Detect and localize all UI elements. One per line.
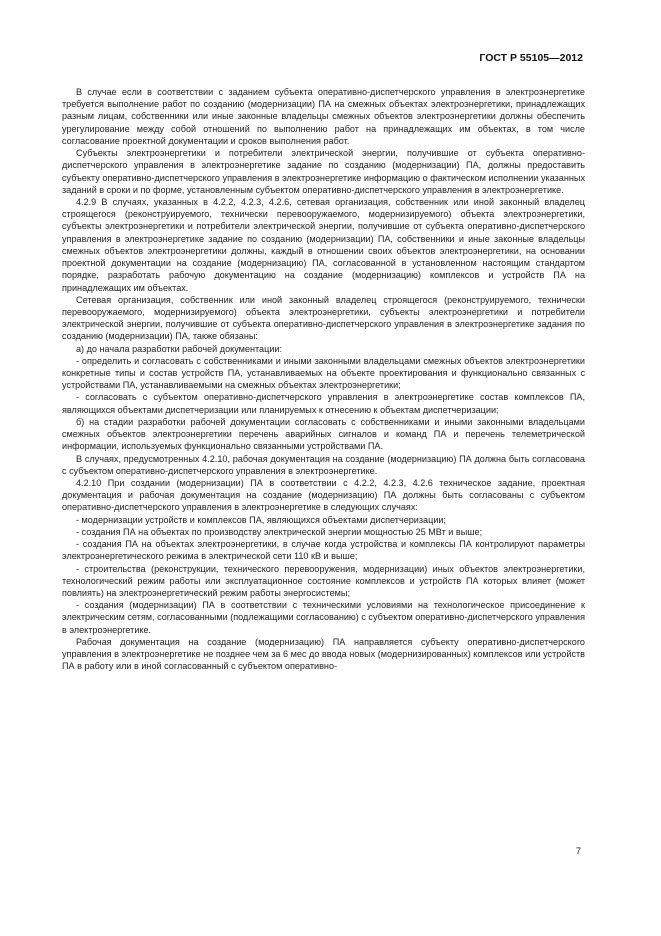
paragraph: 4.2.10 При создании (модернизации) ПА в соответствии с 4.2.2, 4.2.3, 4.2.6 техническое задание, проектная документация и рабочая документация на создание (модернизацию) ПА должны быть согласованы с субъектом оперативно-диспетчерского управления в электроэнергетике в следующих случаях: <box>62 478 585 513</box>
paragraph: Рабочая документация на создание (модернизацию) ПА направляется субъекту оперативно-диспетчерского управления в электроэнергетике не позднее чем за 6 мес до ввода новых (модернизированных) комплексов или устройств ПА в работу или в иной согласованный с субъектом оперативно- <box>62 636 585 672</box>
document-body <box>62 86 585 673</box>
list-item: - создания ПА на объектах электроэнергетики, в случае когда устройства и комплексы ПА контролируют параметры электроэнергетического режима в электрической сети 110 кВ и выше; <box>62 539 585 562</box>
document-id-header: ГОСТ Р 55105—2012 <box>479 52 583 64</box>
paragraph: В случаях, предусмотренных 4.2.10, рабочая документация на создание (модернизацию) ПА должна быть согласована с субъектом оперативно-диспетчерского управления в электроэнергетике. <box>62 453 585 476</box>
paragraph: б) на стадии разработки рабочей документации согласовать с собственниками и иными законными владельцами смежных объектов электроэнергетики перечень аварийных сигналов и команд ПА и перечень телеметрической информации, используемых функционально связанными устройствами ПА. <box>62 416 585 452</box>
list-item: - определить и согласовать с собственниками и иными законными владельцами смежных объектов электроэнергетики конкретные типы и состав устройств ПА, устанавливаемых на объекте проектирования и функционально связанных с устройствами ПА, устанавливаемыми на смежных объектах электроэнергетики; <box>62 355 585 391</box>
list-item: - создания ПА на объектах по производству электрической энергии мощностью 25 МВт и выше; <box>76 526 483 537</box>
paragraph: Сетевая организация, собственник или иной законный владелец строящегося (реконструируемого, технически перевооружаемого, модернизируемого) объекта электроэнергетики, субъекты электроэнергетики и потребители электрической энергии, получившие от субъекта оперативно-диспетчерского управления в электроэнергетике задания по созданию (модернизации) ПА, также обязаны: <box>62 294 585 342</box>
paragraph: В случае если в соответствии с заданием субъекта оперативно-диспетчерского управления в электроэнергетике требуется выполнение работ по созданию (модернизации) ПА на смежных объектах электроэнергетики, принадлежащих разным лицам, собственники или иные законные владельцы смежных объектов электроэнергетики должны обеспечить урегулирование между собой отношений по выполнению работ на принадлежащих им объектах, в том числе согласование проектной документации и сроков выполнения работ. <box>62 87 585 146</box>
paragraph: а) до начала разработки рабочей документации: <box>76 343 282 354</box>
list-item: - создания (модернизации) ПА в соответствии с техническими условиями на технологическое присоединение к электрическим сетям, согласованными (подлежащими согласованию) с субъектом оперативно-диспетчерского управления в электроэнергетике. <box>62 600 585 635</box>
list-item: - строительства (реконструкции, технического перевооружения, модернизации) иных объектов электроэнергетики, технологический режим работы или эксплуатационное состояние комплексов и устройств ПА которых влияет (может повлиять) на электроэнергетический режим работы энергосистемы; <box>62 563 585 598</box>
page-number: 7 <box>575 846 581 857</box>
paragraph: Субъекты электроэнергетики и потребители электрической энергии, получившие от субъекта оперативно-диспетчерского управления в электроэнергетике задание по созданию (модернизации) ПА, должны предоставить субъекту оперативно-диспетчерского управления в электроэнергетике информацию о фактическом исполнении указанных заданий в сроки и по форме, установленным субъектом оперативно-диспетчерского управления в электроэнергетике. <box>62 148 585 195</box>
paragraph: 4.2.9 В случаях, указанных в 4.2.2, 4.2.3, 4.2.6, сетевая организация, собственник или иной законный владелец строящегося (реконструируемого, технически перевооружаемого, модернизируемого) объекта электроэнергетики, субъекты электроэнергетики и потребители электрической энергии, получившие от субъекта оперативно-диспетчерского управления в электроэнергетике задание по созданию (модернизации) ПА, собственники и иные законные владельцы смежных объектов электроэнергетики должны, каждый в отношении своих объектов электроэнергетики, на основании проектной документации на создание (модернизацию) ПА, согласованной в установленном настоящим стандартом порядке, разработать рабочую документацию на создание (модернизацию) комплексов и устройств ПА на принадлежащих им объектах. <box>62 196 585 293</box>
list-item: - модернизации устройств и комплексов ПА, являющихся объектами диспетчеризации; <box>76 514 447 525</box>
list-item: - согласовать с субъектом оперативно-диспетчерского управления в электроэнергетике состав комплексов ПА, являющихся объектами диспетчеризации или планируемых к отнесению к объектам диспетчеризации; <box>62 392 585 415</box>
